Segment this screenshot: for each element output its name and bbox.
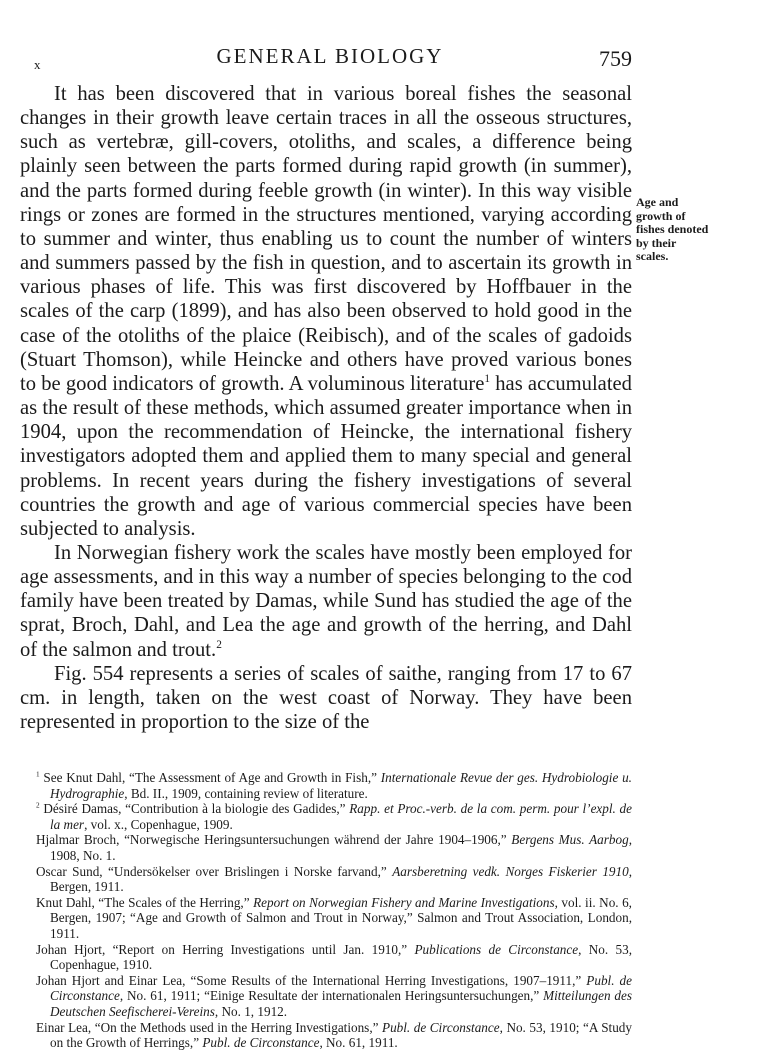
text-run: , Bd. II., 1909, containing review of literature.	[124, 785, 368, 801]
footnote	[28, 942, 632, 973]
text-run: , Bergen, 1911.	[50, 863, 632, 895]
text-run: It has been discovered that in various boreal fishes the seasonal changes in their growth leave certain traces in all the osseous structures, such as vertebræ, gill-covers, otoliths, and scales, a difference being plainly seen between the parts formed during rapid growth (in summer), and the parts formed during feeble growth (in winter). In this way visible rings or zones are formed in the structures mentioned, varying according to summer and winter, thus enabling us to count the number of winters and summers passed by the fish in question, and to ascertain its growth in various phases of life. This was first discovered by Hoffbauer in the scales of the carp (1899), and has also been observed to hold good in the case of the otoliths of the plaice (Reibisch), and of the scales of gadoids (Stuart Thomson), while Heincke and others have proved various bones to be good indicators of growth. A voluminous literature	[20, 83, 632, 395]
footnote	[28, 1020, 632, 1051]
citation-title: Publ. de Circonstance	[50, 972, 632, 1004]
margin-note-line: scales.	[636, 249, 669, 263]
citation-title: Rapp. et Proc.-verb. de la com. perm. pour l’expl. de la mer	[50, 801, 632, 832]
footnote-ref: 2	[36, 801, 40, 810]
citation-title: Internationale Revue der ges. Hydrobiologie u. Hydrographie	[50, 770, 632, 801]
text-run: Oscar Sund, “Undersökelser over Brislingen i Norske farvand,”	[36, 863, 393, 879]
citation-title: Bergens Mus. Aarbog	[511, 832, 629, 848]
footnote-ref: 2	[216, 638, 222, 651]
page-header	[28, 44, 632, 74]
citation-title: Mitteilungen des Deutschen Seefischerei-Vereins	[50, 988, 632, 1019]
paragraph	[20, 662, 632, 734]
margin-note-line: growth of	[636, 208, 686, 223]
paragraph	[20, 541, 632, 662]
text-run: , 1908, No. 1.	[50, 832, 632, 863]
text-run: , No. 61, 1911; “Einige Resultate der internationalen Heringsuntersuchungen,”	[119, 988, 544, 1004]
text-run: , No. 53, 1910; “A Study on the Growth of Herrings,”	[50, 1019, 632, 1051]
text-run: Johan Hjort and Einar Lea, “Some Results of the International Herring Investigations, 1907–1911,”	[36, 972, 587, 988]
text-run: , No. 53, Copenhague, 1910.	[50, 941, 633, 973]
footnote	[28, 973, 632, 1020]
running-title: GENERAL BIOLOGY	[216, 44, 444, 68]
citation-title: Aarsberetning vedk. Norges Fiskerier 1910	[392, 863, 629, 879]
footnote	[28, 895, 632, 942]
footnote	[28, 770, 632, 801]
text-run: See Knut Dahl, “The Assessment of Age and Growth in Fish,”	[39, 770, 381, 785]
text-run: , No. 1, 1912.	[214, 1003, 288, 1019]
text-run: Fig. 554 represents a series of scales of saithe, ranging from 17 to 67 cm. in length, taken on the west coast of Norway. They have been represented in proportion to the size of the	[20, 662, 632, 734]
citation-title: Report on Norwegian Fishery and Marine Investigations	[253, 894, 555, 910]
text-run: In Norwegian fishery work the scales have mostly been employed for age assessments, and in this way a number of species belonging to the cod family have been treated by Damas, while Sund has studied the age of the sprat, Broch, Dahl, and Lea the age and growth of the herring, and Dahl of the salmon and trout.	[20, 541, 632, 661]
text-run: Knut Dahl, “The Scales of the Herring,”	[36, 894, 254, 910]
citation-title: Publ. de Circonstance	[382, 1019, 500, 1035]
text-run: , No. 61, 1911.	[319, 1035, 398, 1051]
margin-note-line: fishes denoted	[636, 222, 709, 236]
citation-title: Publ. de Circonstance	[202, 1035, 320, 1051]
text-run: Johan Hjort, “Report on Herring Investigations until Jan. 1910,”	[36, 941, 415, 957]
body-text	[20, 82, 632, 734]
footnote-ref: 1	[484, 373, 491, 386]
paragraph	[20, 82, 632, 541]
margin-note-line: by their	[636, 235, 677, 250]
text-run: Einar Lea, “On the Methods used in the Herring Investigations,”	[36, 1019, 383, 1035]
footnote	[28, 801, 632, 832]
margin-note	[636, 196, 776, 264]
text-run: Hjalmar Broch, “Norwegische Heringsuntersuchungen während der Jahre 1904–1906,”	[36, 832, 512, 848]
footnote-ref: 1	[36, 770, 40, 779]
citation-title: Publications de Circonstance	[414, 941, 579, 957]
signature-mark: x	[34, 57, 41, 72]
text-run: , vol. ii. No. 6, Bergen, 1907; “Age and Growth of Salmon and Trout in Norway,” Salmon and Trout Association, London, 1911.	[50, 894, 632, 941]
footnote	[28, 864, 632, 895]
text-run: has accumulated as the result of these methods, which assumed greater importance when in 1904, upon the recommendation of Heincke, the international fishery investigators adopted them and applied them to many special and general problems. In recent years during the fishery investigations of several countries the growth and age of various commercial species have been subjected to analysis.	[20, 372, 632, 540]
footnote	[28, 832, 632, 863]
text-run: , vol. x., Copenhague, 1909.	[84, 816, 233, 832]
page-number: 759	[599, 46, 632, 71]
text-run: Désiré Damas, “Contribution à la biologie des Gadides,”	[39, 801, 350, 817]
margin-note-line: Age and	[636, 195, 679, 209]
footnotes	[28, 770, 632, 1051]
